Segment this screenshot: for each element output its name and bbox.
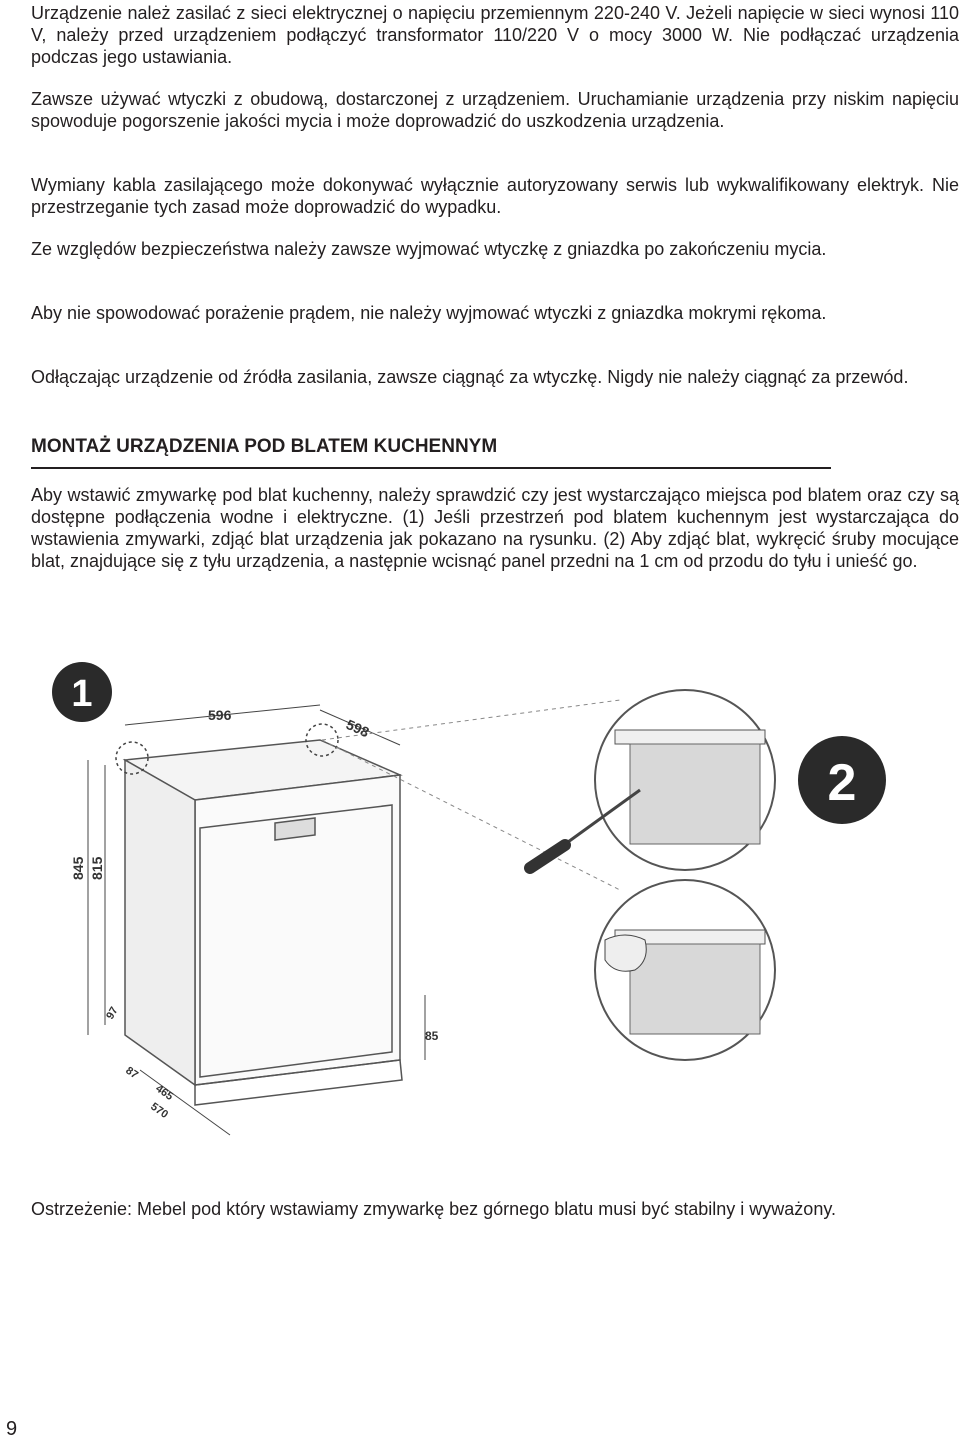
dim-bottom-c: 87: [123, 1064, 141, 1082]
dim-height-total: 845: [70, 856, 86, 880]
badge-1-label: 1: [71, 673, 93, 715]
paragraph-cable: Wymiany kabla zasilającego może dokonywać wyłącznie autoryzowany serwis lub wykwalifikowany elektryk. Nie przestrzeganie tych zasad może doprowadzić do wypadku.: [31, 175, 959, 217]
dim-right-small: 85: [425, 1029, 439, 1043]
badge-2: [798, 736, 886, 824]
badge-1: [52, 662, 112, 722]
detail-lift-top: [595, 880, 775, 1060]
heading-underline: [31, 467, 831, 469]
dim-bottom-b: 570: [148, 1100, 171, 1121]
dim-bottom-a: 465: [153, 1082, 176, 1103]
paragraph-pull-plug: Odłączając urządzenie od źródła zasilania, zawsze ciągnąć za wtyczkę. Nigdy nie należy ciągnąć za przewód.: [31, 367, 909, 387]
paragraph-plug: Zawsze używać wtyczki z obudową, dostarczonej z urządzeniem. Uruchamianie urządzenia przy niskim napięciu spowoduje pogorszenie jakości mycia i może doprowadzić do uszkodzenia urządzenia.: [31, 89, 959, 131]
dim-depth: 598: [343, 716, 372, 741]
dim-width: 596: [208, 707, 232, 723]
paragraph-wet-hands: Aby nie spowodować porażenie prądem, nie należy wyjmować wtyczki z gniazdka mokrymi rękoma.: [31, 303, 827, 323]
section-paragraph: Aby wstawić zmywarkę pod blat kuchenny, należy sprawdzić czy jest wystarczająco miejsca pod blatem oraz czy są dostępne podłączenia wodne i elektryczne. (1) Jeśli przestrzeń pod blatem kuchennym jest wystarczająca do wstawienia zmywarki, zdjąć blat urządzenia jak pokazano na rysunku. (2) Aby zdjąć blat, wykręcić śruby mocujące blat, znajdujące się z tyłu urządzenia, a następnie wcisnąć panel przedni na 1 cm od przodu do tyłu i unieść go.: [31, 485, 959, 571]
section-heading: MONTAŻ URZĄDZENIA POD BLATEM KUCHENNYM: [31, 436, 498, 457]
paragraph-power-supply: Urządzenie należ zasilać z sieci elektrycznej o napięciu przemiennym 220-240 V. Jeżeli napięcie w sieci wynosi 110 V, należy przed urządzeniem podłączyć transformator 110/220 V o mocy 3000 W. Nie podłączać urządzenia podczas jego ustawiania.: [31, 3, 959, 67]
dishwasher-drawing: [125, 740, 402, 1105]
dim-left-small: 97: [104, 1004, 121, 1022]
detail-screwdriver: [530, 690, 775, 870]
badge-2-label: 2: [827, 754, 857, 812]
installation-figure: [30, 640, 930, 1160]
warning-paragraph: Ostrzeżenie: Mebel pod który wstawiamy zmywarkę bez górnego blatu musi być stabilny i wyważony.: [31, 1199, 836, 1219]
dim-height-body: 815: [89, 856, 105, 880]
paragraph-unplug-safety: Ze względów bezpieczeństwa należy zawsze wyjmować wtyczkę z gniazdka po zakończeniu mycia.: [31, 239, 827, 259]
page-number: 9: [6, 1418, 18, 1440]
